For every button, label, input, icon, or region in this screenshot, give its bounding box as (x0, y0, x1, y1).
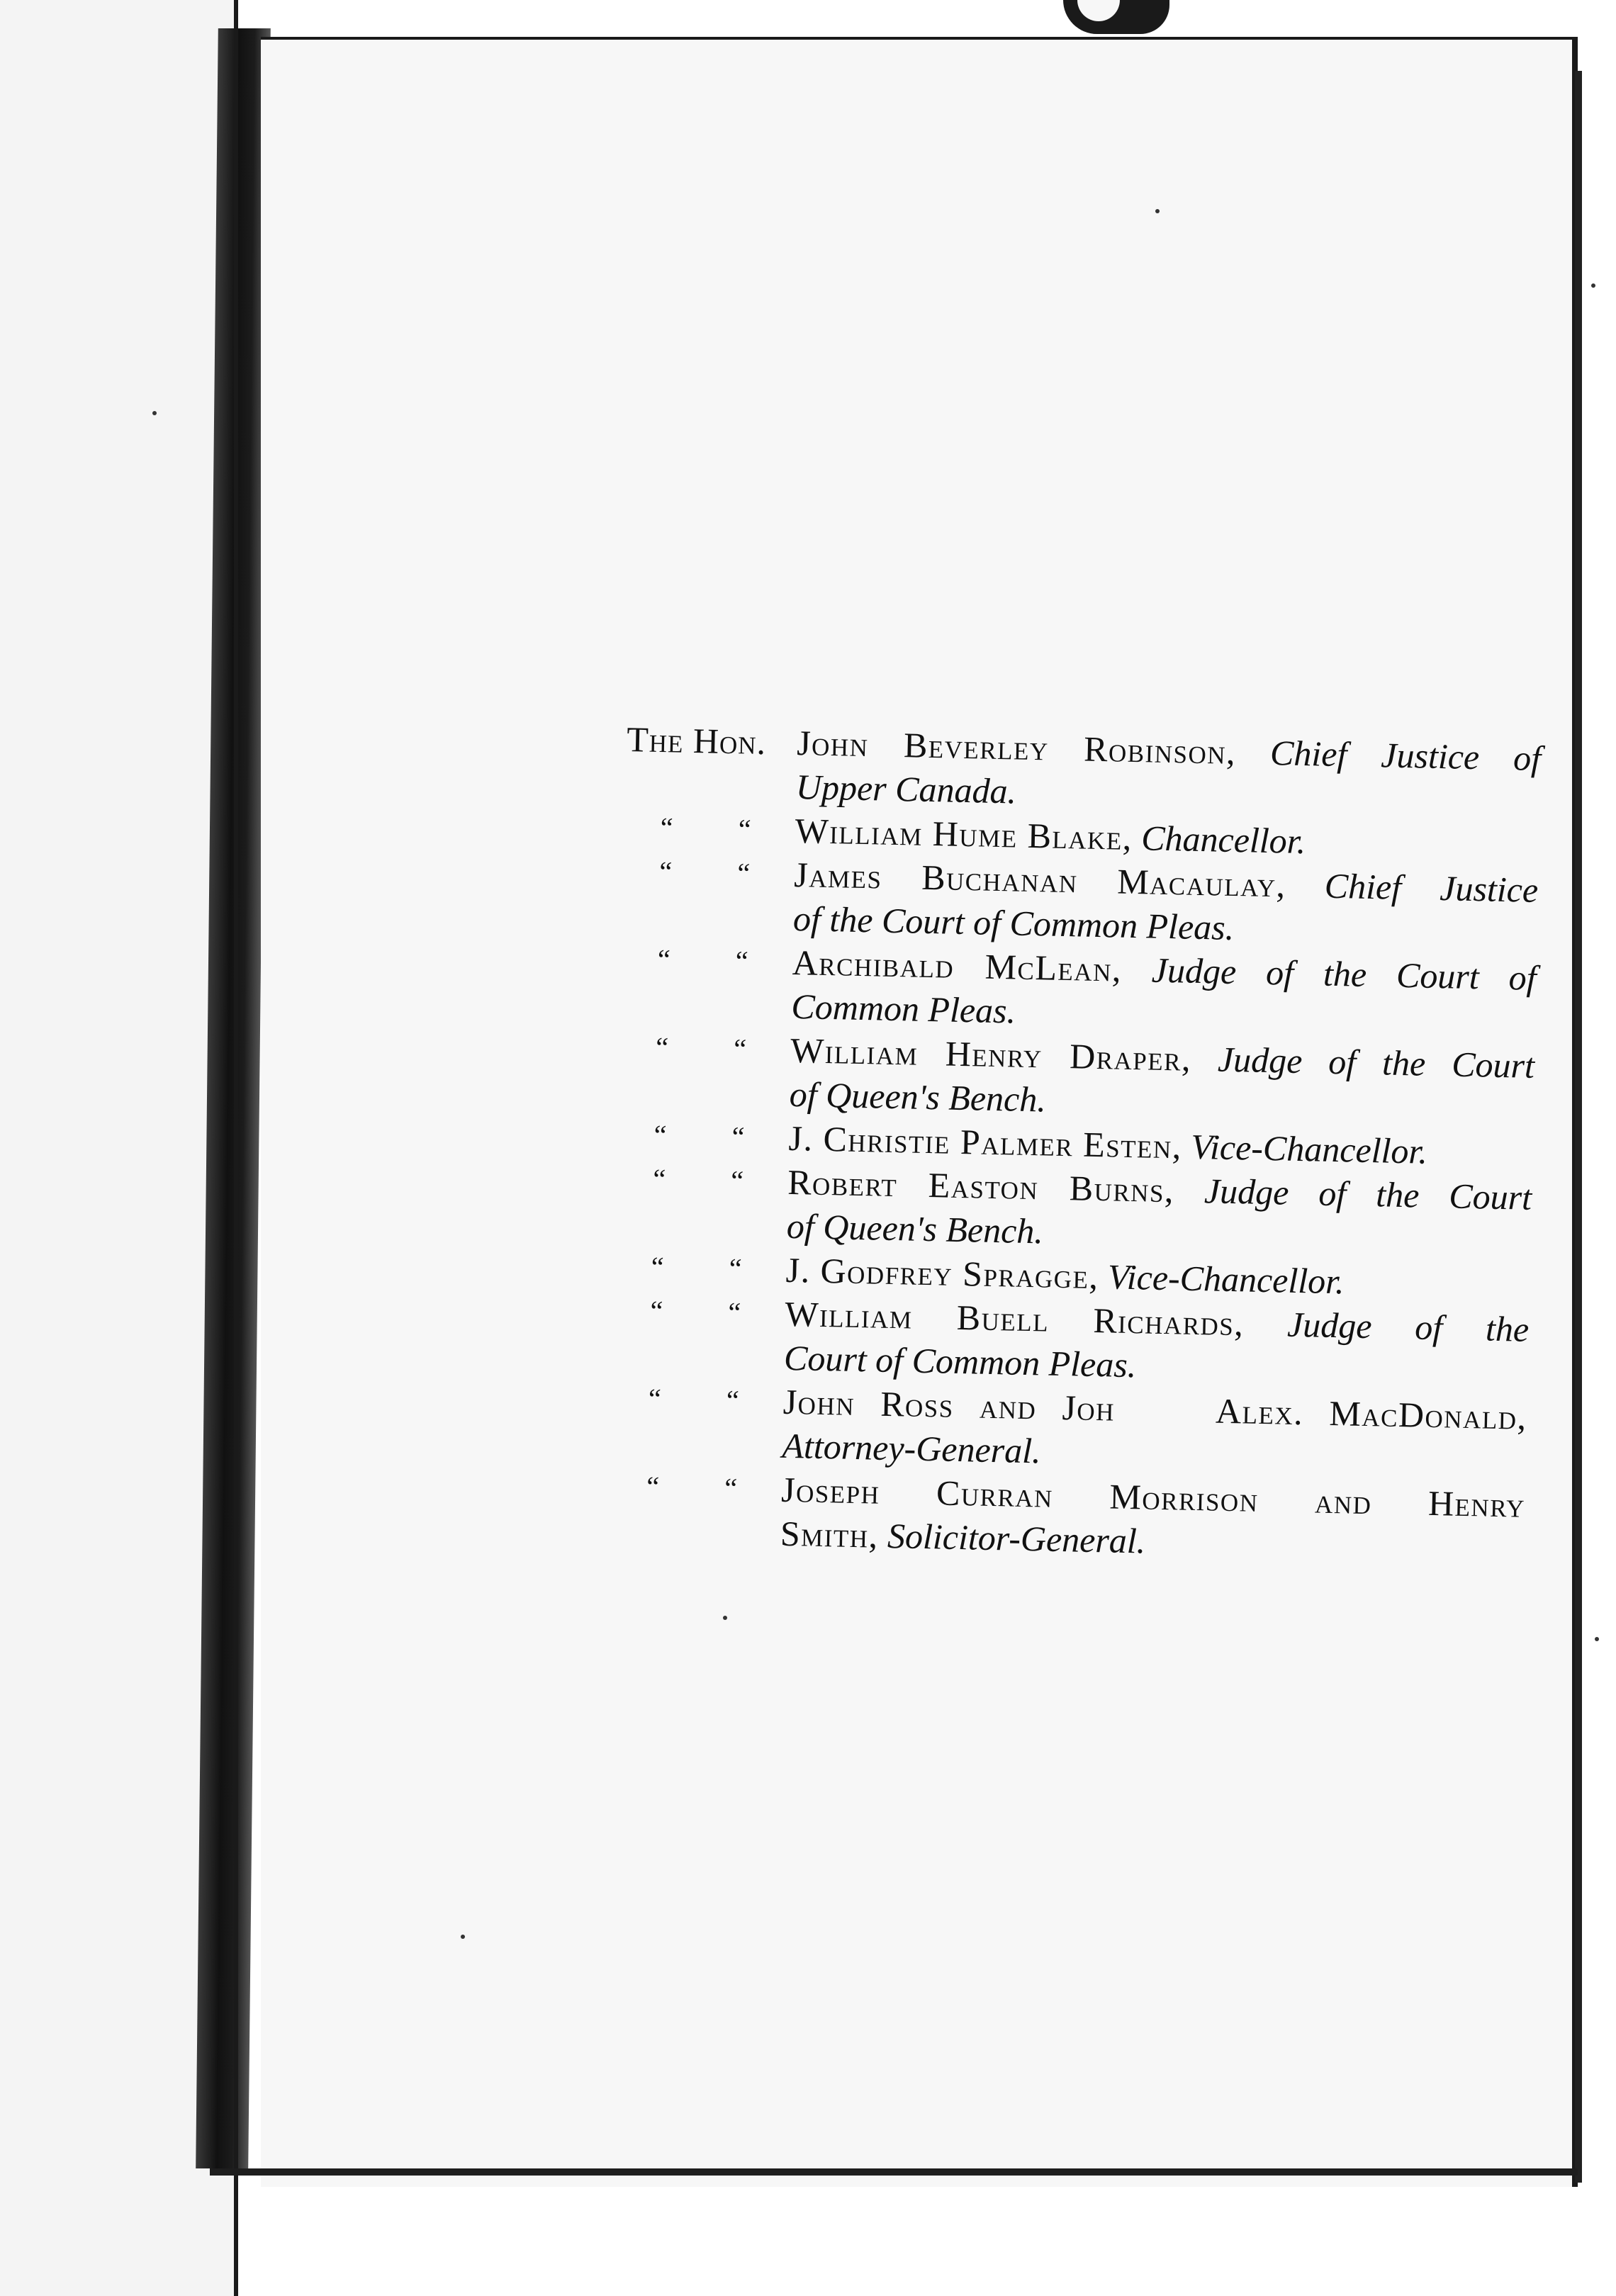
page-gutter-line (234, 0, 238, 2296)
paper-speck (1155, 209, 1160, 213)
ditto-mark: “ (726, 1384, 740, 1417)
ditto-mark: “ (653, 1118, 667, 1152)
page-bottom-edge (210, 2168, 1578, 2176)
official-title: Attorney-General. (781, 1425, 1042, 1471)
official-name: John Beverley Robinson, (796, 723, 1237, 772)
ditto-mark: “ (724, 1472, 738, 1504)
official-name: Smith, (780, 1513, 880, 1555)
ditto-mark: “ (738, 813, 751, 845)
official-title: Common Pleas. (790, 986, 1016, 1031)
paper-speck (152, 411, 157, 415)
ditto-mark: “ (658, 855, 673, 888)
official-name: Joseph Curran Morrison and Henry (780, 1469, 1526, 1525)
ditto-mark: “ (646, 1470, 660, 1503)
official-title: Judge of the Court of (1151, 950, 1537, 998)
official-title: Court of Common Pleas. (783, 1337, 1137, 1385)
officials-list (610, 717, 1541, 1571)
ditto-mark: “ (652, 1162, 666, 1195)
paper-speck (723, 1616, 727, 1620)
official-name: J. Christie Palmer Esten, (788, 1118, 1183, 1166)
official-title: of Queen's Bench. (786, 1205, 1044, 1251)
ditto-mark: “ (651, 1250, 665, 1283)
official-name: J. Godfrey Spragge, (785, 1249, 1100, 1297)
official-title: Chief Justice of (1269, 733, 1542, 779)
paper-speck (1591, 283, 1595, 288)
official-title: Chief Justice (1324, 865, 1539, 910)
official-title: Judge of the Court (1217, 1039, 1535, 1086)
page-right-edge (1575, 71, 1582, 2183)
official-name: Robert Easton Burns, (787, 1161, 1175, 1210)
ditto-mark: “ (649, 1294, 663, 1327)
official-name: John Ross and Joh Alex. MacDonald, (782, 1381, 1528, 1437)
official-title: Solicitor-General. (887, 1515, 1146, 1561)
official-title: Judge of the (1286, 1304, 1530, 1349)
ditto-mark: “ (736, 857, 751, 889)
ditto-mark: “ (733, 1032, 747, 1065)
ditto-mark: “ (731, 1120, 745, 1153)
official-title: of the Court of Common Pleas. (792, 898, 1235, 947)
ditto-mark: “ (660, 811, 673, 844)
official-name: James Buchanan Macaulay, (793, 854, 1287, 905)
official-title: Judge of the Court (1203, 1171, 1532, 1217)
official-name: William Henry Draper, (790, 1030, 1192, 1079)
ditto-mark: “ (729, 1252, 742, 1285)
ditto-mark: “ (735, 945, 749, 977)
paper-speck (1595, 1637, 1599, 1641)
honorific-prefix: The Hon. (626, 719, 767, 762)
paper-speck (461, 1935, 465, 1939)
official-name: Archibald McLean, (792, 942, 1123, 989)
ditto-mark: “ (727, 1296, 741, 1329)
ditto-mark: “ (648, 1382, 662, 1415)
official-title: Vice-Chancellor. (1190, 1126, 1428, 1171)
official-title: of Queen's Bench. (789, 1074, 1047, 1120)
official-name: William Buell Richards, (784, 1293, 1245, 1344)
official-name: William Hume Blake, (795, 810, 1133, 857)
official-title: Chancellor. (1140, 818, 1306, 862)
official-title: Upper Canada. (795, 767, 1017, 811)
ditto-mark: “ (655, 1030, 669, 1064)
official-title: Vice-Chancellor. (1107, 1256, 1345, 1302)
ditto-mark: “ (730, 1164, 744, 1197)
ditto-mark: “ (657, 942, 671, 976)
